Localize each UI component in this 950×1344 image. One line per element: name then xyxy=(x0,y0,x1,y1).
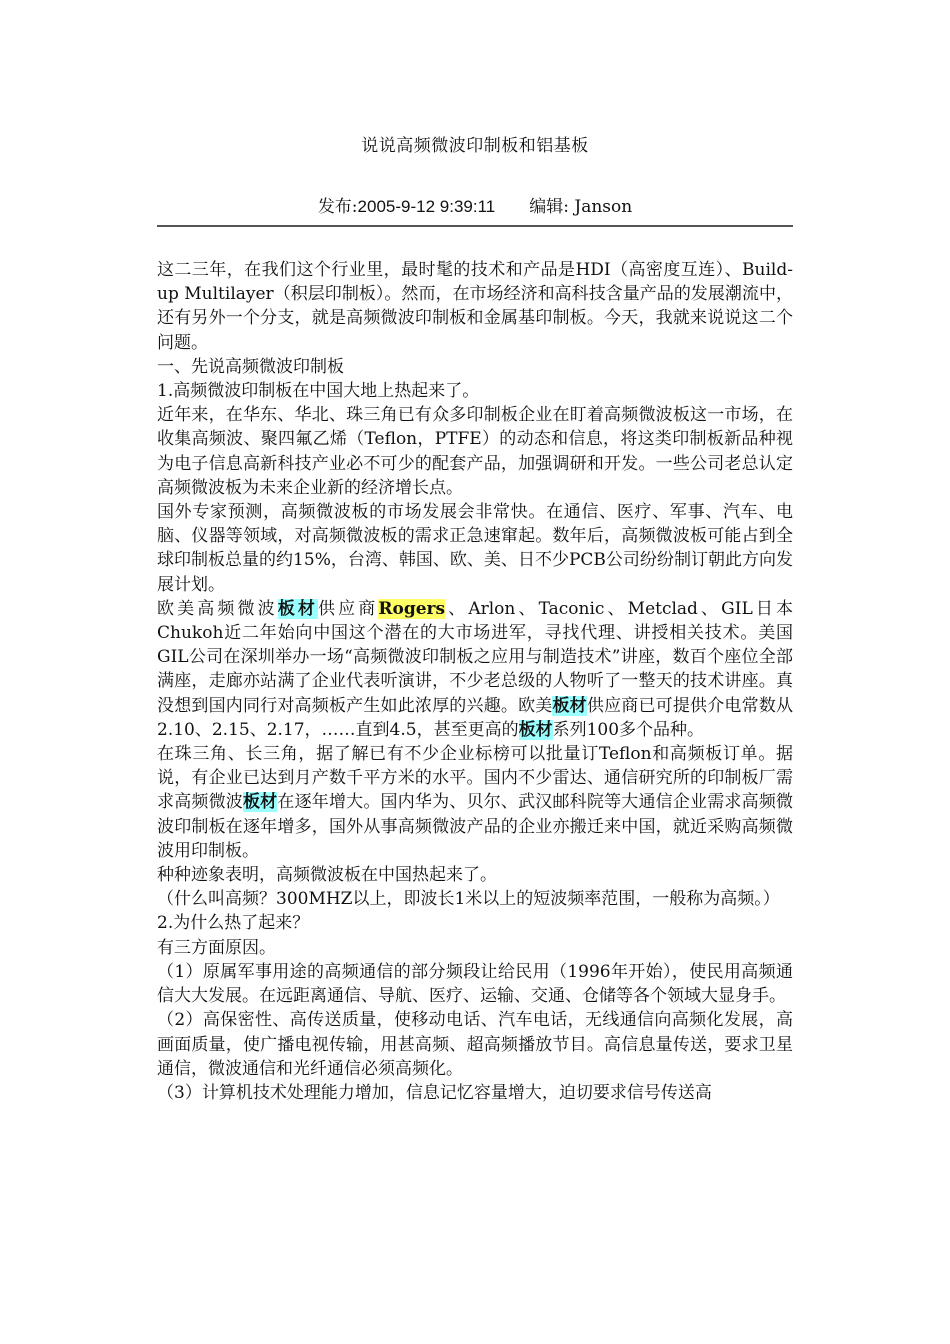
paragraph xyxy=(157,403,793,500)
text-run: 欧美高频微波 xyxy=(157,598,278,619)
paragraph xyxy=(157,936,793,960)
text-run: 1.高频微波印制板在中国大地上热起来了。 xyxy=(157,381,480,402)
article-meta xyxy=(0,192,950,217)
text-run: 有三方面原因。 xyxy=(157,937,276,958)
article-body xyxy=(157,258,793,1105)
paragraph xyxy=(157,911,793,935)
paragraph xyxy=(157,887,793,911)
highlighted-term: 板材 xyxy=(242,792,278,813)
text-run: （2）高保密性、高传送质量，使移动电话、汽车电话，无线通信向高频化发展，高画面质量，使广播电视传输，用甚高频、超高频播放节目。高信息量传送，要求卫星通信，微波通信和光纤通信必须高频化。 xyxy=(157,1010,793,1079)
text-run: 一、先说高频微波印制板 xyxy=(157,356,344,377)
text-run: 国外专家预测，高频微波板的市场发展会非常快。在通信、医疗、军事、汽车、电脑、仪器等领域，对高频微波板的需求正急速窜起。数年后，高频微波板可能占到全球印制板总量的约15%，台湾、韩国、欧、美、日不少PCB公司纷纷制订朝此方向发展计划。 xyxy=(157,502,793,595)
text-run: （3）计算机技术处理能力增加，信息记忆容量增大，迫切要求信号传送高 xyxy=(157,1082,712,1103)
editor-label: 编辑: xyxy=(529,197,569,217)
text-run: 、Arlon、Taconic、Metclad、GIL日本Chukoh近二年始向中国这个潜在的大市场进军，寻找代理、讲授相关技术。美国GIL公司在深圳举办一场“高频微波印制板之应用与制造技术”讲座，数百个座位全部满座，走廊亦站满了企业代表听演讲，不少老总级的人物听了一整天的技术讲座。真没想到国内同行对高频板产生如此浓厚的兴趣。欧美 xyxy=(157,598,794,716)
paragraph xyxy=(157,1008,793,1081)
text-run: 在逐年增大。国内华为、贝尔、武汉邮科院等大通信企业需求高频微波印制板在逐年增多，国外从事高频微波产品的企业亦搬迁来中国，就近采购高频微波用印制板。 xyxy=(157,792,794,861)
text-run: 系列100多个品种。 xyxy=(552,719,705,740)
highlighted-term: Rogers xyxy=(378,598,446,619)
paragraph xyxy=(157,258,793,355)
highlighted-term: 板材 xyxy=(552,695,587,716)
text-run: 供应商已可提供介电常数从2.10、2.15、2.17，……直到4.5，甚至更高的 xyxy=(157,695,794,740)
text-run: （什么叫高频？300MHZ以上，即波长1米以上的短波频率范围，一般称为高频。） xyxy=(157,889,780,910)
paragraph xyxy=(157,597,793,742)
text-run: 这二三年，在我们这个行业里，最时髦的技术和产品是HDI（高密度互连）、Build-up Multilayer（积层印制板）。然而，在市场经济和高科技含量产品的发展潮流中，还有另外一个分支，就是高频微波印制板和金属基印制板。今天，我就来说说这二个问题。 xyxy=(157,260,793,353)
text-run: 供应商 xyxy=(318,598,379,619)
text-run: 近年来，在华东、华北、珠三角已有众多印制板企业在盯着高频微波板这一市场，在收集高频波、聚四氟乙烯（Teflon，PTFE）的动态和信息，将这类印制板新品种视为电子信息高新科技产业必不可少的配套产品，加强调研和开发。一些公司老总认定高频微波板为未来企业新的经济增长点。 xyxy=(157,405,793,498)
highlighted-term: 板材 xyxy=(277,598,318,619)
published-label: 发布: xyxy=(317,197,358,217)
paragraph xyxy=(157,863,793,887)
paragraph xyxy=(157,355,793,379)
paragraph xyxy=(157,960,793,1008)
editor-name: Janson xyxy=(574,197,633,217)
paragraph xyxy=(157,379,793,403)
text-run: 在珠三角、长三角，据了解已有不少企业标榜可以批量订Teflon和高频板订单。据说，有企业已达到月产数千平方米的水平。国内不少雷达、通信研究所的印制板厂需求高频微波 xyxy=(157,744,793,813)
text-run: （1）原属军事用途的高频通信的部分频段让给民用（1996年开始），使民用高频通信大大发展。在远距离通信、导航、医疗、运输、交通、仓储等各个领域大显身手。 xyxy=(157,961,793,1007)
text-run: 种种迹象表明，高频微波板在中国热起来了。 xyxy=(157,865,497,886)
text-run: 2.为什么热了起来？ xyxy=(157,913,310,934)
published-date: 2005-9-12 9:39:11 xyxy=(357,197,496,216)
article-title: 说说高频微波印制板和铝基板 xyxy=(361,136,589,156)
paragraph xyxy=(157,1081,793,1105)
paragraph xyxy=(157,742,793,863)
highlighted-term: 板材 xyxy=(518,719,553,740)
paragraph xyxy=(157,500,793,597)
header-divider xyxy=(157,225,793,227)
